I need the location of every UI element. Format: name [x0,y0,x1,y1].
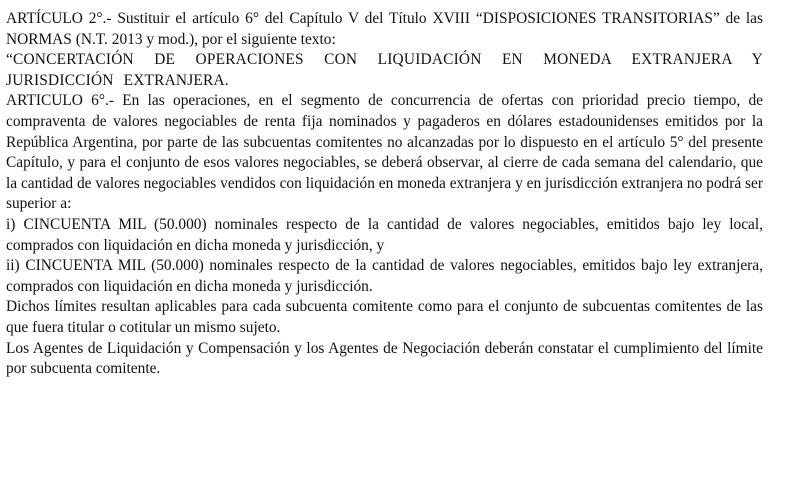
paragraph-agentes: Los Agentes de Liquidación y Compensación y los Agentes de Negociación deberán constatar el cumplimiento del límite por subcuenta comitente. [6,339,763,378]
paragraph-item-ii: ii) CINCUENTA MIL (50.000) nominales respecto de la cantidad de valores negociables, emitidos bajo ley extranjera, comprados con liquidación en dicha moneda y jurisdicción. [6,257,763,295]
document-body [6,9,763,380]
paragraph-item-i: i) CINCUENTA MIL (50.000) nominales respecto de la cantidad de valores negociables, emitidos bajo ley local, comprados con liquidación en dicha moneda y jurisdicción, y [6,215,763,254]
paragraph-heading-concertacion: “CONCERTACIÓN DE OPERACIONES CON LIQUIDACIÓN EN MONEDA EXTRANJERA Y JURISDICCIÓN EXTRANJERA. [6,51,763,89]
paragraph-articulo-2: ARTÍCULO 2°.- Sustituir el artículo 6° del Capítulo V del Título XVIII “DISPOSICIONES TRANSITORIAS” de las NORMAS (N.T. 2013 y mod.), por el siguiente texto: [6,10,763,48]
paragraph-articulo-6: ARTICULO 6°.- En las operaciones, en el segmento de concurrencia de ofertas con prioridad precio tiempo, de compraventa de valores negociables de renta fija nominados y pagaderos en dólares estadounidenses emitidos por la República Argentina, por parte de las subcuentas comitentes no alcanzadas por lo dispuesto en el artículo 5° del presente Capítulo, y para el conjunto de esos valores negociables, se deberá observar, al cierre de cada semana del calendario, que la cantidad de valores negociables vendidos con liquidación en moneda extranjera y en jurisdicción extranjera no podrá ser superior a: [6,92,763,213]
paragraph-limites: Dichos límites resultan aplicables para cada subcuenta comitente como para el conjunto de subcuentas comitentes de las que fuera titular o cotitular un mismo sujeto. [6,298,763,336]
